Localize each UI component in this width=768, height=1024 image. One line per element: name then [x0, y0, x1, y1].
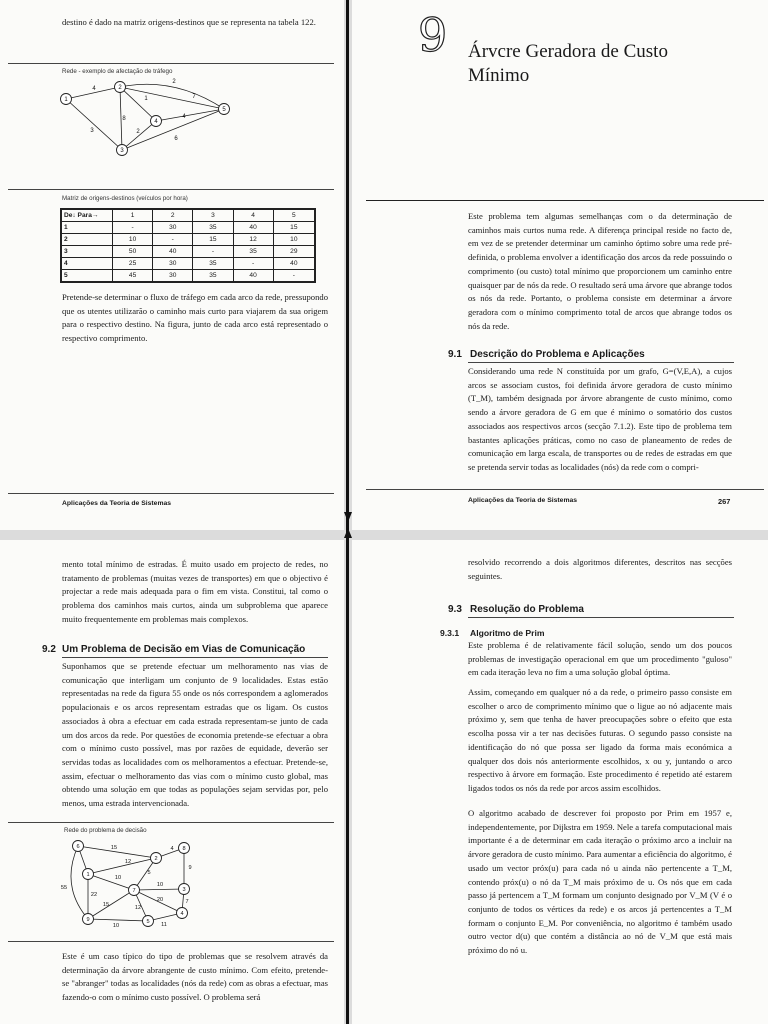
table-row: 4 25 30 35 - 40 — [61, 258, 315, 270]
table-header-cell: 4 — [233, 209, 273, 222]
table-header-cell: 5 — [273, 209, 315, 222]
table-header-cell: 2 — [153, 209, 193, 222]
running-footer: Aplicações da Teoria de Sistemas — [468, 497, 578, 504]
subsection-number: 9.3.1 — [440, 628, 460, 638]
body-text: Suponhamos que se pretende efectuar um melhoramento nas vias de comunicação que interligam um conjunto de 9 localidades. Estas estão representadas na rede da figura 55 onde os nós correspondem a aglomerados populacionais e os arcos representam estradas que os ligam. Os custos associados à obra a efectuar em cada estrada representam-se junto de cada um dos arcos da rede. Por questões de economia pretende-se efectuar a obra com o mínimo custo possível, mas por razões de equidade, deverão ser servidas todas as localidades com os melhoramentos a efectuar. Pretende-se, assim, efectuar o melhoramento das vias com o mínimo custo global, mas obtendo uma solução em que todas as populações sejam servidas por, pelo menos, uma estrada intervencionada. — [62, 661, 328, 809]
figure-caption: Rede - exemplo de afectação de tráfego — [62, 68, 173, 75]
paragraph: Assim, começando em qualquer nó a da rede, o primeiro passo consiste em escolher o arco de comprimento mínimo que o ligue ao nó adjacente mais próximo y, sem que tenha de haver preocupações sobre o efeito que esta escolha possa vir a ter nas decisões futuras. O segundo passo consiste na identificação do nó que possa ser ligado da forma mais económica a qualquer dos dois nós anteriormente escolhidos, x ou y, juntando o arco respectivo à árvore em formação. Este procedimento é repetido até estarem ligados todos os nós da rede por arcos assim escolhidos. — [468, 687, 732, 793]
svg-text:3: 3 — [182, 887, 186, 893]
road-network-diagram — [60, 836, 200, 930]
divider — [8, 941, 334, 942]
section-rule — [62, 657, 328, 658]
paragraph: O algoritmo acabado de descrever foi proposto por Prim em 1957 e, independentemente, por Dijkstra em 1959. Nele a tarefa computacional mais importante é a de determinar em cada iteração o próximo arco a incluir na árvore geradora de custo mínimo. Para aumentar a eficiência do algoritmo, é usado um vector próx(u) para cada nó u ainda não pertencente a T_M, contendo próx(u) o nó da T_M mais próximo de u. Os nós que em cada passo já pertencem a T_M formam um conjunto designado por V_M (V é o conjunto de todos os vértices da rede) e os arcos já pertencentes a T_M formam o conjunto E_M. Por conveniência, no algoritmo é também usado outro vector d(u) que contém a distância ao nó de V_M que está mais próximo do nó u. — [468, 808, 732, 956]
table-header-cell: De↓ Para→ — [61, 209, 113, 222]
svg-text:8: 8 — [182, 846, 186, 852]
node-label: 1 — [64, 97, 68, 103]
svg-text:12: 12 — [124, 859, 132, 865]
chapter-rule — [366, 200, 764, 201]
svg-text:4: 4 — [92, 86, 96, 92]
section-number: 9.2 — [42, 644, 56, 655]
book-spine — [344, 0, 352, 1024]
intro-text: Este problema tem algumas semelhanças com o da determinação de caminhos mais curtos numa rede. A diferença principal reside no facto de, em vez de se pretender determinar um caminho óptimo sobre uma rede pré-definida, o problema envolver a identificação dos arcos da rede possuindo o comprimento (ou custo) total mínimo que proporcionem um caminho entre quaisquer par de nós da rede. O resultado será uma árvore que abrange todos os nós da rede. Portanto, o problema consiste em determinar a árvore geradora com o mínimo comprimento total de arcos que abrange todos os nós da rede. — [468, 211, 732, 331]
spine-marker-top — [344, 512, 352, 522]
svg-text:7: 7 — [132, 888, 136, 894]
svg-text:10: 10 — [114, 875, 122, 881]
continued-text: mento total mínimo de estradas. É muito usado em projecto de redes, no tratamento de problemas (muitas vezes de transportes) em que o objectivo é projectar a rede mais adequada para o fim em vista. Constitui, tal como o problema dos caminhos mais curtos, ainda um subproblema que aparece muito frequentemente em problemas mais complexos. — [62, 559, 328, 624]
svg-text:10: 10 — [156, 882, 164, 888]
svg-text:9: 9 — [188, 865, 192, 871]
svg-text:15: 15 — [110, 845, 118, 851]
table-caption: Matriz de origens-destinos (veículos por hora) — [62, 195, 188, 202]
svg-text:5: 5 — [146, 919, 150, 925]
table-header-cell: 3 — [193, 209, 233, 222]
page-bottom-right — [352, 540, 768, 1024]
table-header-row — [61, 209, 315, 222]
svg-text:7: 7 — [185, 899, 189, 905]
divider — [8, 189, 334, 190]
page-top-right — [352, 0, 768, 530]
svg-text:55: 55 — [60, 885, 68, 891]
svg-text:6: 6 — [174, 136, 178, 142]
svg-text:4: 4 — [170, 846, 174, 852]
svg-text:2: 2 — [172, 79, 176, 85]
svg-text:7: 7 — [192, 94, 196, 100]
page-bottom-left — [0, 540, 344, 1024]
node-label: 4 — [154, 119, 158, 125]
svg-text:4: 4 — [182, 114, 186, 120]
svg-text:12: 12 — [134, 905, 142, 911]
section-title: Descrição do Problema e Aplicações — [470, 349, 645, 360]
body-text: Pretende-se determinar o fluxo de tráfego em cada arco da rede, pressupondo que os utentes utilizarão o caminho mais curto para viajarem da sua origem para o respectivo destino. Na figura, junto de cada arco está representado o respectivo comprimento. — [62, 292, 328, 344]
divider — [8, 822, 334, 823]
svg-text:1: 1 — [86, 872, 90, 878]
svg-text:22: 22 — [90, 892, 98, 898]
chapter-title: Árvcre Geradora de Custo Mínimo — [468, 41, 668, 86]
node-label: 2 — [118, 85, 122, 91]
svg-text:9: 9 — [86, 917, 90, 923]
svg-text:2: 2 — [136, 129, 140, 135]
section-rule — [468, 617, 734, 618]
section-rule — [468, 362, 734, 363]
footer-rule — [366, 489, 764, 490]
svg-text:15: 15 — [102, 902, 110, 908]
svg-text:8: 8 — [122, 116, 126, 122]
page-number: 267 — [718, 497, 731, 506]
table-row: 2 10 - 15 12 10 — [61, 234, 315, 246]
svg-text:4: 4 — [180, 911, 184, 917]
page-top-left — [0, 0, 344, 530]
body-text: Este é um caso típico do tipo de problemas que se resolvem através da determinação da árvore abrangente de custo mínimo. Com efeito, pretende-se "abranger" todas as localidades (nós da rede) com as obras a efectuar, mas fazendo-o com o mínimo custo possível. O problema será — [62, 951, 328, 1003]
svg-text:10: 10 — [112, 923, 120, 929]
paragraph: Este problema é de relativamente fácil solução, sendo um dos poucos problemas de investigação operacional em que um procedimento "guloso" em cada iteração leva no fim a uma solução global óptima. — [468, 640, 732, 678]
node-label: 5 — [222, 107, 226, 113]
section-title: Um Problema de Decisão em Vias de Comunicação — [62, 644, 306, 655]
continued-text: resolvido recorrendo a dois algoritmos diferentes, descritos nas secções seguintes. — [468, 557, 732, 581]
figure-caption: Rede do problema de decisão — [64, 827, 147, 834]
svg-text:3: 3 — [90, 128, 94, 134]
svg-text:2: 2 — [154, 856, 158, 862]
footer-rule — [8, 493, 334, 494]
svg-text:5: 5 — [147, 870, 151, 876]
table-row: 5 45 30 35 40 - — [61, 270, 315, 283]
divider — [8, 63, 334, 64]
section-title: Resolução do Problema — [470, 604, 584, 615]
running-footer: Aplicações da Teoria de Sistemas — [62, 500, 172, 507]
svg-text:6: 6 — [76, 844, 80, 850]
svg-text:1: 1 — [144, 96, 148, 102]
section-body: Considerando uma rede N constituída por um grafo, G=(V,E,A), a cujos arcos se associam custos, foi definida árvore geradora de custo mínimo (T_M), também designada por árvore abrangente de custo mínimo, como sendo a árvore geradora de G em que é mínimo o somatório dos custos associados aos respectivos arcos (secção 7.1.2). Este tipo de problema tem bastantes aplicações práticas, como no caso de planeamento de redes de comunicação em larga escala, de transportes ou de redes de estradas em que se pretenda servir todas as localidades (nós) da rede com o compri- — [468, 366, 732, 472]
section-number: 9.1 — [448, 349, 462, 360]
table-header-cell: 1 — [113, 209, 153, 222]
spine-marker-bottom — [344, 528, 352, 538]
intro-text: destino é dado na matriz origens-destinos que se representa na tabela 122. — [62, 17, 316, 27]
section-number: 9.3 — [448, 604, 462, 615]
svg-text:11: 11 — [161, 922, 167, 928]
origin-destination-matrix — [60, 208, 316, 283]
table-row: 3 50 40 - 35 29 — [61, 246, 315, 258]
node-label: 3 — [120, 148, 124, 154]
chapter-number: 9 — [418, 8, 448, 62]
traffic-network-diagram — [54, 76, 244, 160]
subsection-title: Algoritmo de Prim — [470, 628, 545, 638]
table-row: 1 - 30 35 40 15 — [61, 222, 315, 234]
svg-text:20: 20 — [156, 897, 164, 903]
